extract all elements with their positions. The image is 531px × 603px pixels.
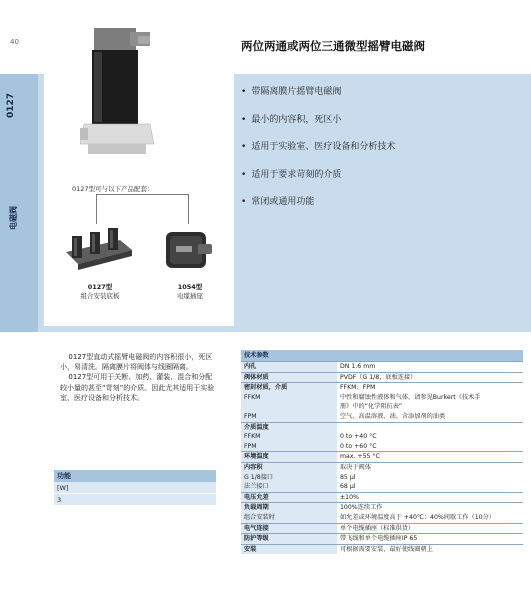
spec-label: 法兰接口 [241, 482, 337, 492]
spec-value [337, 422, 523, 432]
spec-row [241, 383, 523, 393]
spec-label: 内孔 [241, 362, 337, 373]
spec-row [241, 372, 523, 383]
spec-value: max. +55 °C [337, 452, 523, 463]
accessory-caption [60, 282, 140, 300]
description-paragraph: 0127型直动式摇臂电磁阀的内容积很小，死区小，易清洗。隔离膜片将阀体与线圈隔离。 [60, 353, 213, 372]
accessory-caption [150, 282, 230, 300]
function-table-cell: [W] [54, 482, 216, 494]
spec-value: 可根据需要安装，最好使线圈朝上 [337, 544, 523, 554]
spec-row [241, 473, 523, 483]
spec-value: 0 to +60 °C [337, 442, 523, 452]
page-number: 40 [10, 38, 19, 46]
page-title: 两位两通或两位三通微型摇臂电磁阀 [241, 39, 425, 53]
spec-row [241, 432, 523, 442]
spec-row [241, 544, 523, 554]
feature-item: • 适用于实验室、医疗设备和分析技术 [241, 139, 395, 167]
spec-label: 电气连接 [241, 523, 337, 534]
spec-label: FFKM [241, 432, 337, 442]
connector-line [96, 194, 97, 224]
description-paragraph: 0127型可用于关断、加药、灌装、混合和分配较小量的甚至“苛刻”的介质。因此尤其适用于实验室、医疗设备和分析技术。 [60, 373, 215, 402]
spec-value: FFKM、FPM [337, 383, 523, 393]
accessory-model: 1054型 [177, 283, 203, 291]
feature-item: • 常闭或通用功能 [241, 194, 395, 222]
connector-line [96, 194, 188, 195]
cable-plug-image [160, 222, 216, 278]
accessory-name: 组合安装底板 [80, 292, 120, 300]
spec-label: FPM [241, 412, 337, 422]
technical-data-table [241, 350, 523, 554]
product-description [60, 352, 218, 403]
feature-item: • 适用于要求苛刻的介质 [241, 167, 395, 195]
mounting-base-plate-image [64, 222, 134, 272]
connector-line [188, 194, 189, 224]
spec-value: ±10% [337, 492, 523, 503]
spec-value: 0 to +40 °C [337, 432, 523, 442]
spec-row [241, 402, 523, 412]
spec-row [241, 513, 523, 523]
spec-label: 阀体材质 [241, 372, 337, 383]
accessory-note: 0127型可与以下产品配套： [72, 185, 154, 193]
spec-label: FPM [241, 442, 337, 452]
spec-value: 空气、高温溶液、油、含添加剂的油类 [337, 412, 523, 422]
feature-list [241, 84, 395, 222]
spec-row [241, 393, 523, 403]
spec-value: 68 µl [337, 482, 523, 492]
spec-row [241, 503, 523, 513]
function-table-header: 功能 [54, 470, 216, 482]
spec-row [241, 462, 523, 472]
accessory-model: 0127型 [87, 283, 113, 291]
spec-value: 中性和腐蚀性液体和气体，请参见Burkert《技术手 [337, 393, 523, 403]
spec-label: 组合安装时 [241, 513, 337, 523]
spec-value: 册》中的“化学阻抗表” [337, 402, 523, 412]
feature-item: • 带隔离膜片摇臂电磁阀 [241, 84, 395, 112]
spec-row [241, 523, 523, 534]
accessory-name: 电缆插座 [177, 292, 203, 300]
spec-value: DN 1.6 mm [337, 362, 523, 373]
spec-label: 负载周期 [241, 503, 337, 513]
feature-item: • 最小的内容积，死区小 [241, 112, 395, 140]
spec-row [241, 362, 523, 373]
spec-row [241, 412, 523, 422]
spec-value: 带飞线和单个电缆插座IP 65 [337, 534, 523, 545]
spec-label: FFKM [241, 393, 337, 403]
spec-label: 防护等级 [241, 534, 337, 545]
spec-label: 电压允差 [241, 492, 337, 503]
spec-value: 100%连续工作 [337, 503, 523, 513]
function-table [54, 470, 216, 506]
spec-label: 介质温度 [241, 422, 337, 432]
spec-row [241, 492, 523, 503]
spec-label: 环境温度 [241, 452, 337, 463]
spec-value: 如允差或环境温度高于 +40℃：40%间歇工作（10分） [337, 513, 523, 523]
spec-value: 单个电缆插座（标准供货） [337, 523, 523, 534]
solenoid-valve-image [80, 22, 160, 172]
spec-table-header: 技术参数 [241, 350, 523, 362]
spec-label: 内容积 [241, 462, 337, 472]
spec-label [241, 402, 337, 412]
spec-label: 安装 [241, 544, 337, 554]
spec-row [241, 482, 523, 492]
spec-row [241, 442, 523, 452]
spec-row [241, 452, 523, 463]
spec-row [241, 422, 523, 432]
spec-value: 取决于阀体 [337, 462, 523, 472]
spec-value: 85 µl [337, 473, 523, 483]
function-table-cell: 3 [54, 494, 216, 506]
spec-label: 密封材质，介质 [241, 383, 337, 393]
side-product-code: 0127 [6, 92, 16, 118]
spec-label: G 1/8接口 [241, 473, 337, 483]
side-category-label: 电磁阀 [9, 206, 18, 230]
spec-row [241, 534, 523, 545]
spec-value: PVDF（G 1/8，底板连接） [337, 372, 523, 383]
